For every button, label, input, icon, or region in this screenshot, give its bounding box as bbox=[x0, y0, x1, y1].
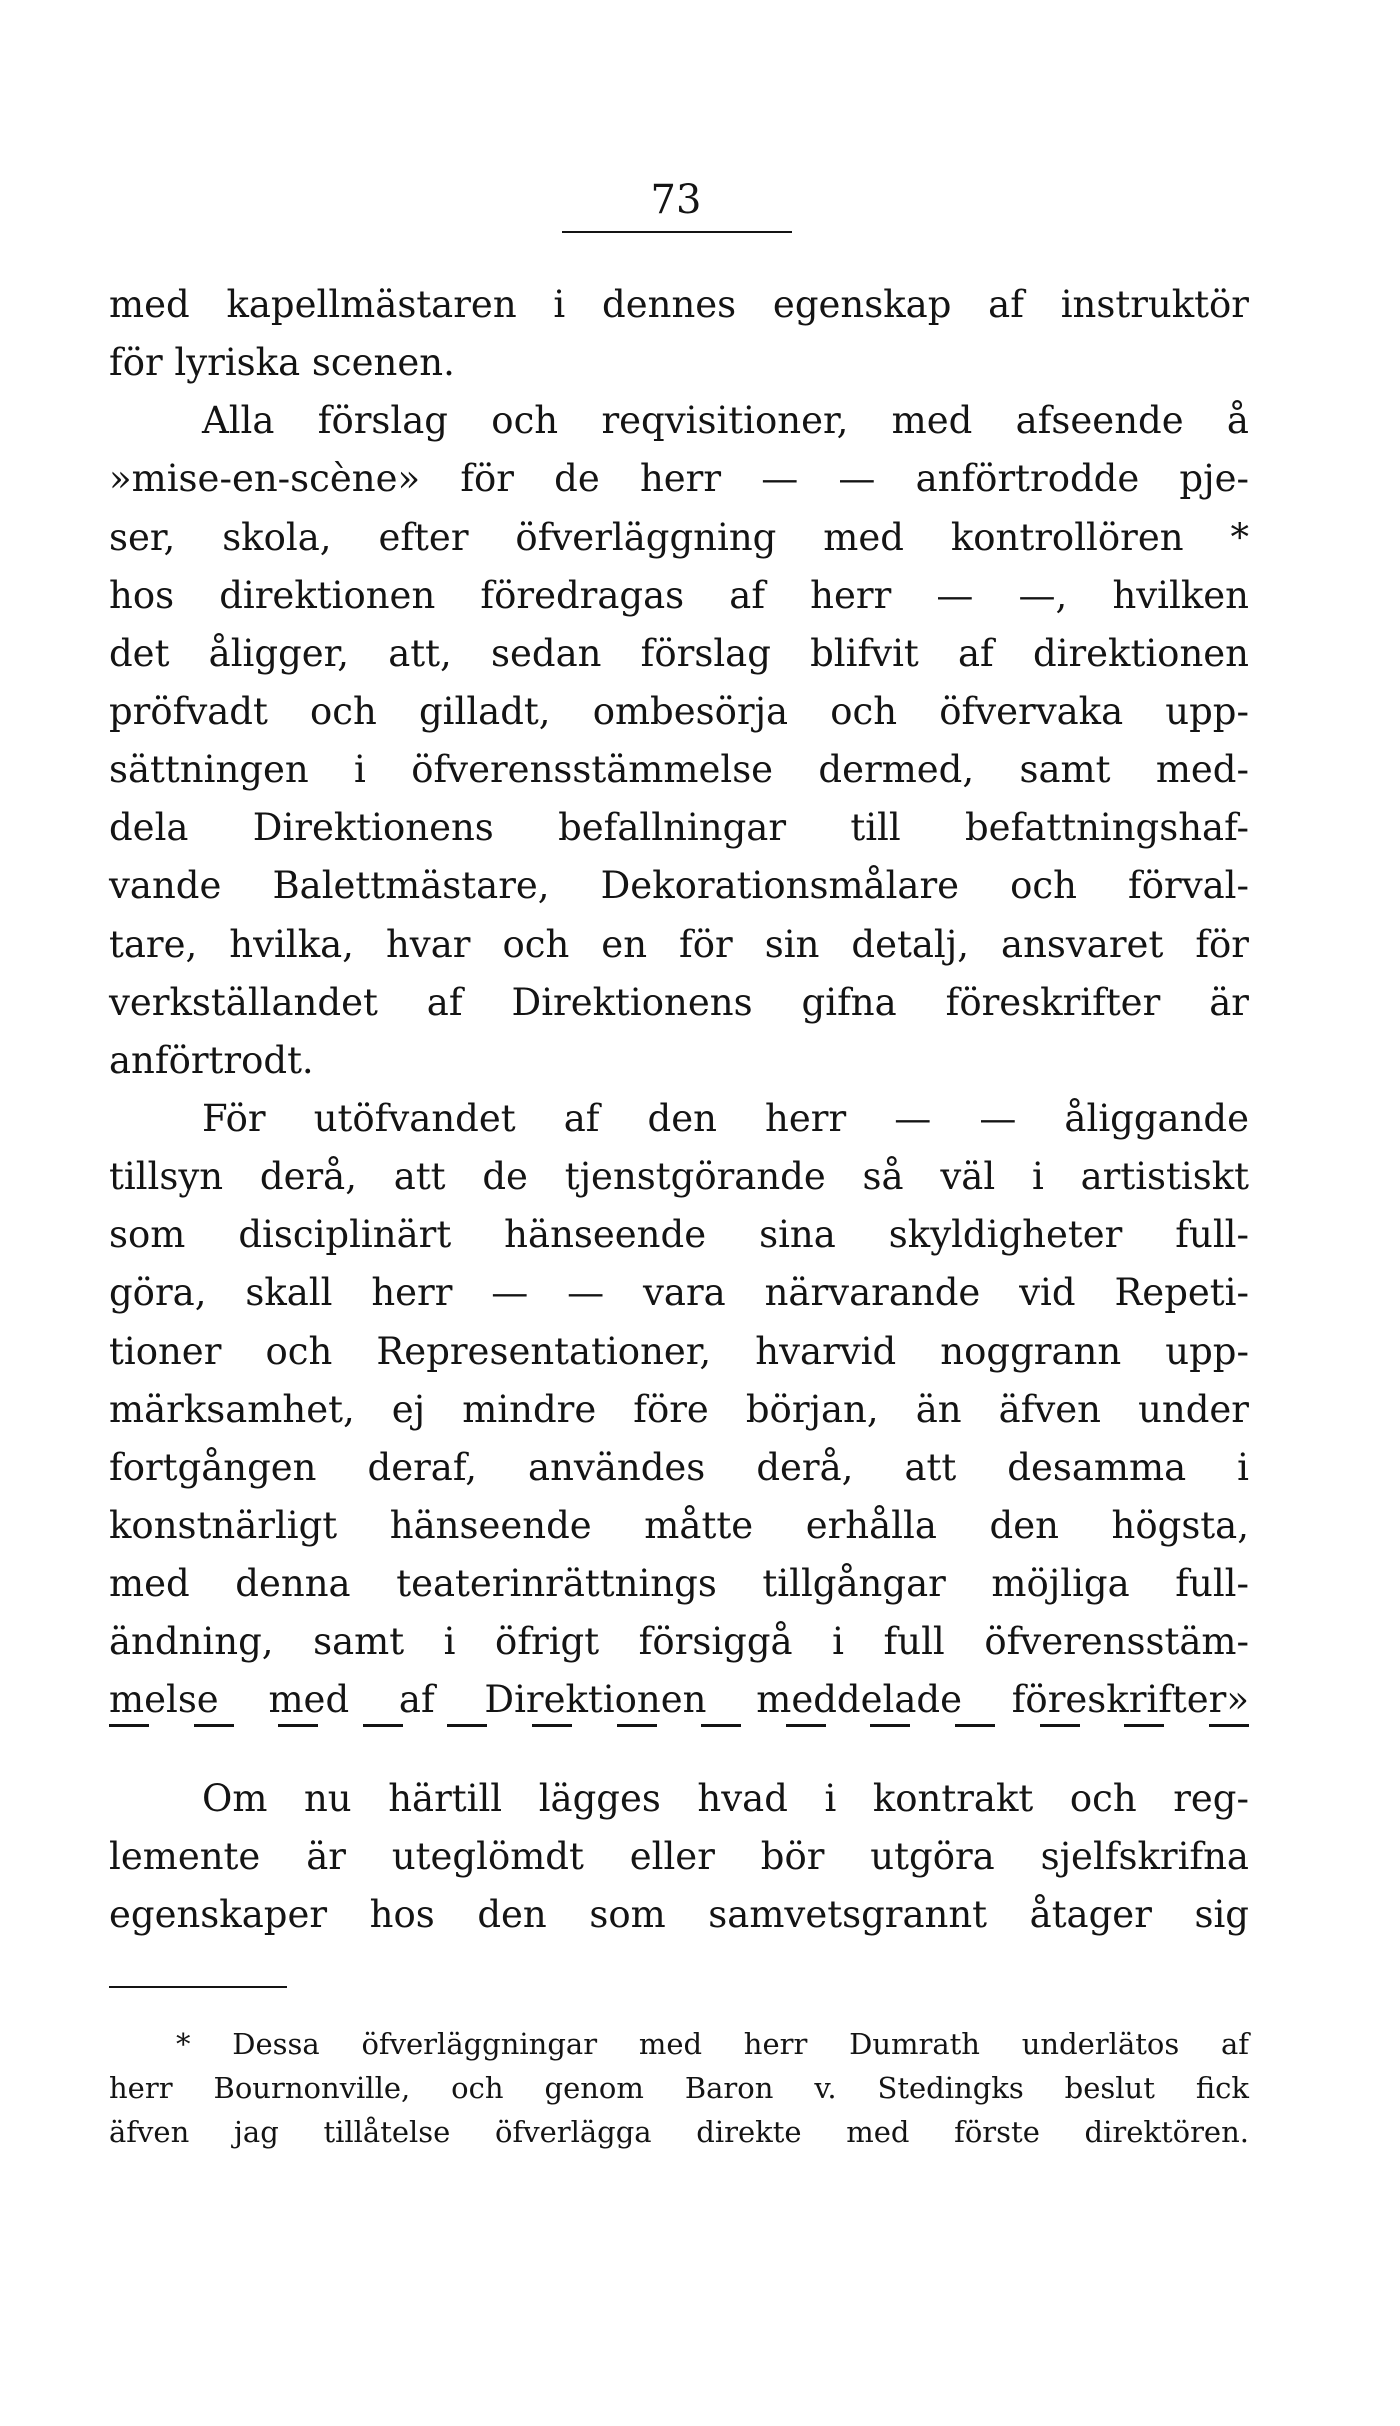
text-line: tillsyn derå, att de tjenstgörande så väl i artistiskt bbox=[109, 1155, 1249, 1199]
text-line: göra, skall herr — — vara närvarande vid Repeti- bbox=[109, 1271, 1249, 1315]
footnote-line: herr Bournonville, och genom Baron v. Stedingks beslut fick bbox=[109, 2071, 1249, 2105]
text-line: med denna teaterinrättnings tillgångar möjliga full- bbox=[109, 1562, 1249, 1606]
dash-separator bbox=[109, 1724, 1249, 1728]
page-number-rule bbox=[562, 231, 792, 233]
text-line: Om nu härtill lägges hvad i kontrakt och reg- bbox=[202, 1777, 1249, 1820]
page-number: 73 bbox=[650, 177, 702, 223]
text-line: med kapellmästaren i dennes egenskap af instruktör bbox=[109, 283, 1249, 326]
text-line: ändning, samt i öfrigt försiggå i full öfverensstäm- bbox=[109, 1620, 1249, 1664]
footnote bbox=[109, 2022, 1249, 2154]
footnote-line: äfven jag tillåtelse öfverlägga direkte med förste direktören. bbox=[109, 2115, 1249, 2149]
continued-text bbox=[109, 1770, 1249, 1944]
text-line: konstnärligt hänseende måtte erhålla den högsta, bbox=[109, 1503, 1249, 1547]
text-line: det åligger, att, sedan förslag blifvit af direktionen bbox=[109, 631, 1249, 675]
text-line: hos direktionen föredragas af herr — —, hvilken bbox=[109, 573, 1249, 617]
text-line: anförtrodt. bbox=[109, 1038, 314, 1082]
text-line: melse med af Direktionen meddelade föreskrifter» bbox=[109, 1678, 1249, 1722]
main-text bbox=[109, 276, 1249, 1730]
text-line: För utöfvandet af den herr — — åliggande bbox=[202, 1096, 1249, 1140]
text-line: ser, skola, efter öfverläggning med kontrollören * bbox=[109, 515, 1249, 559]
text-line: som disciplinärt hänseende sina skyldigheter full- bbox=[109, 1213, 1249, 1257]
text-line: sättningen i öfverensstämmelse dermed, samt med- bbox=[109, 748, 1249, 792]
text-line: tare, hvilka, hvar och en för sin detalj, ansvaret för bbox=[109, 922, 1249, 966]
text-line: verkställandet af Direktionens gifna föreskrifter är bbox=[109, 980, 1249, 1024]
text-line: »mise-en-scène» för de herr — — anförtrodde pje- bbox=[109, 457, 1249, 501]
text-line: lemente är uteglömdt eller bör utgöra sjelfskrifna bbox=[109, 1835, 1249, 1879]
text-line: pröfvadt och gilladt, ombesörja och öfvervaka upp- bbox=[109, 689, 1249, 733]
text-line: för lyriska scenen. bbox=[109, 341, 455, 385]
footnote-line: * Dessa öfverläggningar med herr Dumrath underlätos af bbox=[176, 2027, 1249, 2061]
text-line: märksamhet, ej mindre före början, än äfven under bbox=[109, 1387, 1249, 1431]
text-line: dela Direktionens befallningar till befattningshaf- bbox=[109, 806, 1249, 850]
text-line: fortgången deraf, användes derå, att desamma i bbox=[109, 1445, 1249, 1489]
footnote-rule bbox=[109, 1986, 287, 1988]
text-line: vande Balettmästare, Dekorationsmålare och förval- bbox=[109, 864, 1249, 908]
text-line: egenskaper hos den som samvetsgrannt åtager sig bbox=[109, 1893, 1249, 1937]
text-line: tioner och Representationer, hvarvid noggrann upp- bbox=[109, 1329, 1249, 1373]
text-line: Alla förslag och reqvisitioner, med afseende å bbox=[202, 399, 1249, 443]
